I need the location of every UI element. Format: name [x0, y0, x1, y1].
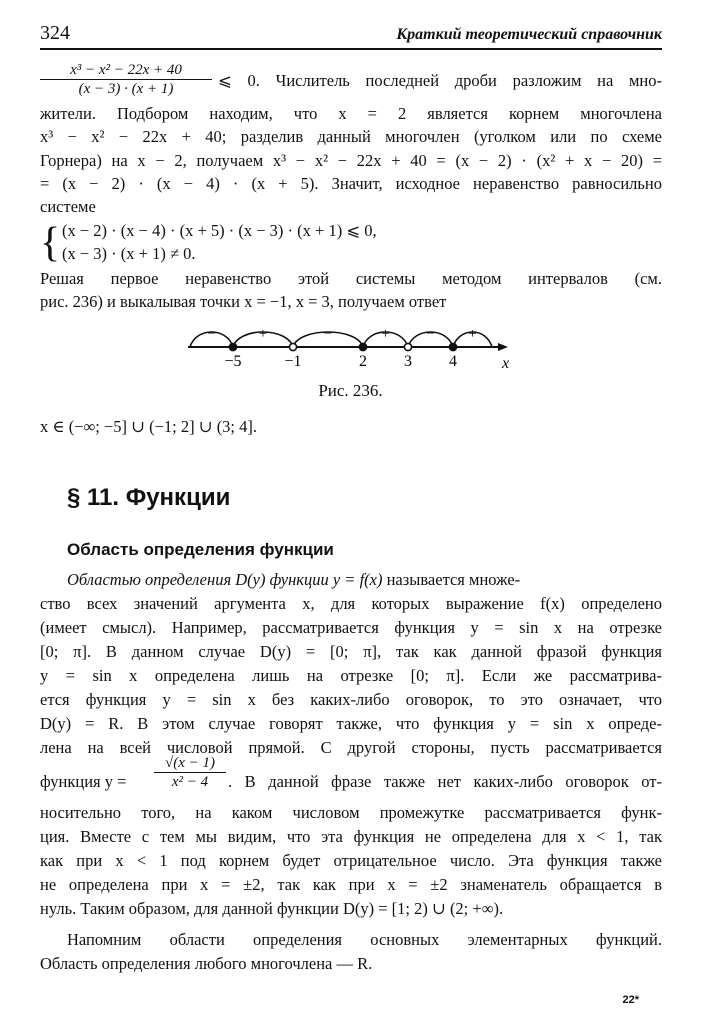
system-row-1: (x − 2) · (x − 4) · (x + 5) · (x − 3) · (x + 1) ⩽ 0, [62, 221, 377, 240]
number-line-figure [180, 318, 520, 376]
text-line: Область определения любого многочлена — R. [40, 954, 373, 973]
text-line: y = sin x определена лишь на отрезке [0; π]. Если же рассматрива- [40, 666, 662, 685]
text-line: ется функция y = sin x без каких-либо оговорок, то это означает, что [40, 690, 662, 709]
point-label: 4 [449, 353, 457, 370]
axis-arrow [498, 343, 508, 351]
interval-sign: − [207, 326, 216, 342]
running-title: Краткий теоретический справочник [396, 26, 662, 43]
subsection-heading: Область определения функции [67, 540, 334, 559]
text-line: ⩽ 0. Числитель последней дроби разложим на мно- [218, 71, 662, 90]
text-line: ция. Вместе с тем мы видим, что эта функция не определена для x < 1, так [40, 827, 662, 846]
text-line: [0; π]. В данном случае D(y) = [0; π], так как данной фразой функция [40, 642, 662, 661]
page-header [40, 20, 662, 50]
text-line: нуль. Таким образом, для данной функции D(y) = [1; 2) ∪ (2; +∞). [40, 899, 504, 918]
interval-sign: + [381, 326, 390, 342]
text-line: системе [40, 197, 96, 216]
filled-point [449, 343, 456, 350]
point-label: 2 [359, 353, 367, 370]
text-line: функция y = [40, 772, 127, 791]
text-line: Напомним области определения основных элементарных функций. [67, 930, 662, 949]
point-label: −1 [284, 353, 302, 370]
text-line: как при x < 1 под корнем будет отрицательное число. Эта функция также [40, 851, 662, 870]
axis-label: x [502, 355, 510, 372]
signature-mark: 22* [622, 994, 639, 1006]
text-line: Горнера) на x − 2, получаем x³ − x² − 22x + 40 = (x − 2) · (x² + x − 20) = [40, 151, 662, 170]
text-line: (имеет смысл). Например, рассматривается функция y = sin x на отрезке [40, 618, 662, 637]
text-line: D(y) = R. В этом случае говорят также, что функция y = sin x опреде- [40, 714, 662, 733]
text-line: жители. Подбором находим, что x = 2 является корнем многочлена [40, 104, 662, 123]
definition-term: Областью определения D(y) функции y = f(x) [67, 570, 383, 589]
page-number: 324 [40, 22, 70, 44]
answer-line: x ∈ (−∞; −5] ∪ (−1; 2] ∪ (3; 4]. [40, 417, 258, 436]
fraction-1 [40, 62, 212, 98]
text-line: x³ − x² − 22x + 40; разделив данный многочлен (уголком или по схеме [40, 127, 662, 146]
fraction-2-denominator: x² − 4 [171, 774, 209, 790]
fraction-1-denominator: (x − 3) · (x + 1) [78, 81, 174, 97]
filled-point [229, 343, 236, 350]
text-line: не определена при x = ±2, так как при x = ±2 знаменатель обращается в [40, 875, 662, 894]
interval-sign: + [468, 326, 477, 342]
fraction-2 [154, 755, 226, 791]
open-point [289, 343, 296, 350]
system-row-2: (x − 3) · (x + 1) ≠ 0. [62, 244, 196, 263]
text-line: ство всех значений аргумента x, для которых выражение f(x) определено [40, 594, 662, 613]
text-line: носительно того, на каком числовом промежутке рассматривается функ- [40, 803, 662, 822]
filled-point [359, 343, 366, 350]
text-line: рис. 236) и выкалывая точки x = −1, x = 3, получаем ответ [40, 292, 447, 311]
fraction-1-numerator: x³ − x² − 22x + 40 [40, 62, 212, 80]
system-brace: { [40, 220, 61, 266]
point-label: 3 [404, 353, 412, 370]
interval-sign: + [258, 326, 268, 342]
text-line: лена на всей числовой прямой. С другой стороны, пусть рассматривается [40, 738, 662, 757]
text-line: Решая первое неравенство этой системы методом интервалов (см. [40, 269, 662, 288]
text-line: . В данной фразе также нет каких-либо оговорок от- [228, 772, 662, 791]
figure-caption: Рис. 236. [318, 381, 383, 400]
fraction-2-numerator: √(x − 1) [154, 755, 226, 773]
open-point [404, 343, 411, 350]
section-title: § 11. Функции [67, 484, 231, 511]
interval-sign: − [323, 326, 333, 342]
point-label: −5 [224, 353, 242, 370]
text-span: называется множе- [382, 570, 521, 589]
interval-sign: − [426, 326, 435, 342]
text-line [40, 569, 662, 591]
text-line: = (x − 2) · (x − 4) · (x + 5). Значит, исходное неравенство равносильно [40, 174, 662, 193]
